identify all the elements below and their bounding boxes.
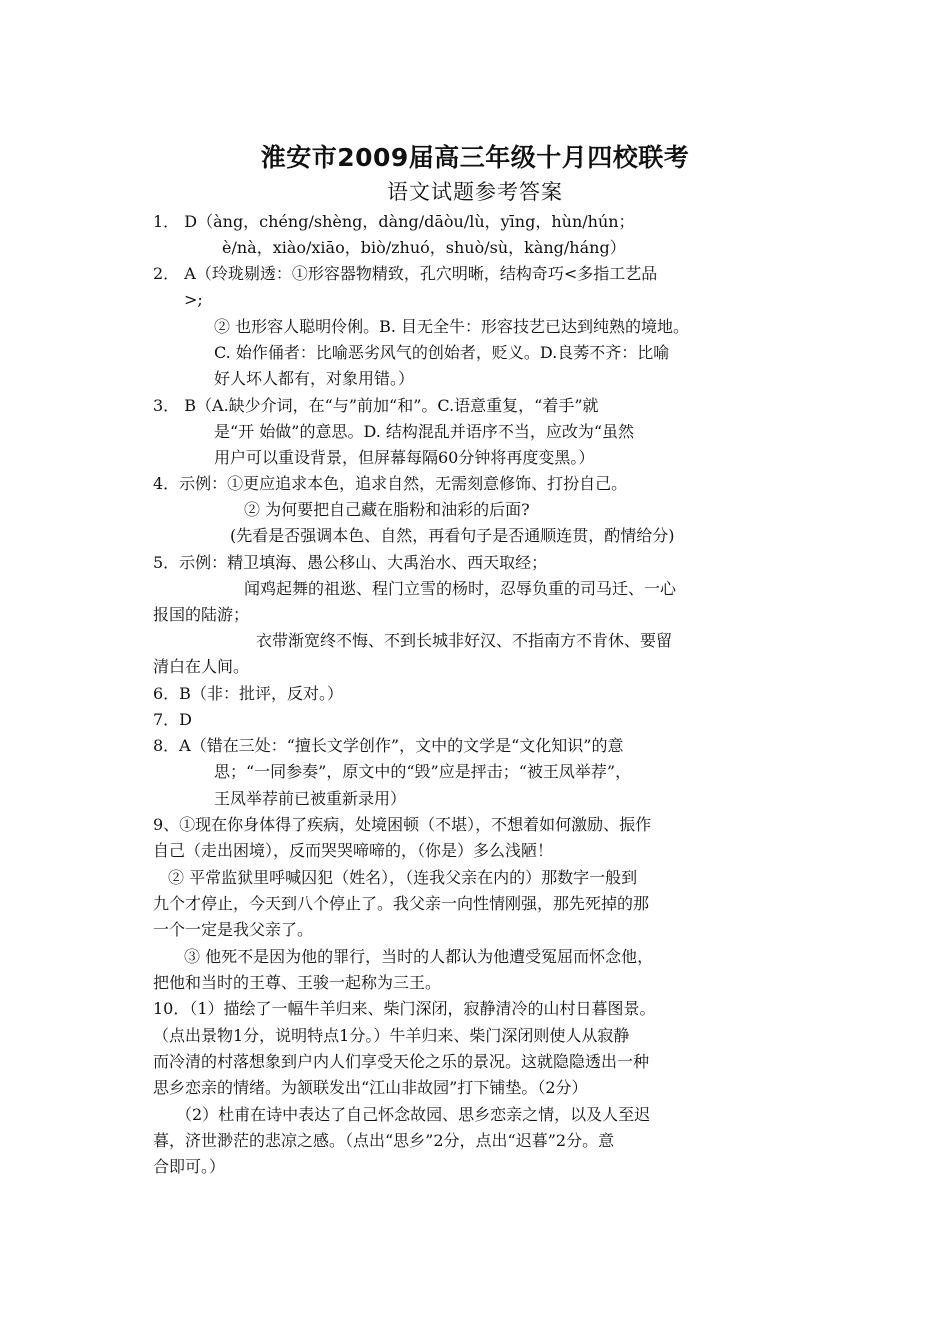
answer-10-line-5: （2）杜甫在诗中表达了自己怀念故园、思乡恋亲之情，以及人至迟 [176, 1105, 651, 1124]
answer-10-line-2: （点出景物1分，说明特点1分。）牛羊归来、柴门深闭则使人从寂静 [153, 1026, 630, 1045]
answer-9-line-1: 9、①现在你身体得了疾病，处境困顿（不堪），不想着如何激励、振作 [153, 815, 652, 834]
answer-2-line-3: ② 也形容人聪明伶俐。B. 目无全牛：形容技艺已达到纯熟的境地。 [214, 317, 690, 336]
answer-10-line-3: 而冷清的村落想象到户内人们享受天伦之乐的景况。这就隐隐透出一种 [153, 1052, 650, 1071]
answer-5-line-4: 衣带渐宽终不悔、不到长城非好汉、不指南方不肯休、要留 [256, 631, 673, 650]
answer-3-line-1: 3． B（A.缺少介词，在“与”前加“和”。C.语意重复，“着手”就 [153, 396, 599, 415]
answer-8-line-2: 思；“一同参奏”，原文中的“毁”应是抨击；“被王凤举荐”， [214, 762, 632, 781]
answer-3-line-3: 用户可以重设背景，但屏幕每隔60分钟将再度变黑。） [214, 448, 595, 467]
answer-10-line-4: 思乡恋亲的情绪。为颔联发出“江山非故园”打下铺垫。（2分） [153, 1078, 588, 1097]
answer-5-line-1: 5．示例：精卫填海、愚公移山、大禹治水、西天取经； [153, 553, 548, 572]
answer-6: 6．B（非：批评，反对。） [153, 684, 343, 703]
answer-10-line-1: 10．（1）描绘了一幅牛羊归来、柴门深闭，寂静清冷的山村日暮图景。 [153, 999, 656, 1018]
answer-9-line-7: 把他和当时的王尊、王骏一起称为三王。 [153, 973, 442, 992]
answer-5-line-5: 清白在人间。 [153, 657, 250, 676]
answer-7: 7．D [153, 710, 193, 729]
answer-2-line-2: >; [184, 290, 203, 309]
answer-9-line-6: ③ 他死不是因为他的罪行，当时的人都认为他遭受冤屈而怀念他， [184, 947, 654, 966]
answer-2-line-4: C. 始作俑者：比喻恶劣风气的创始者，贬义。D.良莠不齐：比喻 [214, 343, 670, 362]
answer-9-line-2: 自己（走出困境），反而哭哭啼啼的，（你是）多么浅陋！ [153, 841, 554, 860]
answer-4-line-3: (先看是否强调本色、自然，再看句子是否通顺连贯，酌情给分) [230, 526, 675, 545]
answer-2-line-1: 2． A（玲珑剔透：①形容器物精致，孔穴明晰，结构奇巧<多指工艺品 [153, 264, 658, 283]
answer-10-line-7: 合即可。） [153, 1157, 226, 1176]
answer-9-line-5: 一个一定是我父亲了。 [153, 920, 314, 939]
answer-4-line-2: ② 为何要把自己藏在脂粉和油彩的后面? [244, 500, 530, 519]
page-subtitle: 语文试题参考答案 [387, 180, 563, 204]
answer-8-line-3: 王凤举荐前已被重新录用） [214, 789, 407, 808]
answer-5-line-2: 闻鸡起舞的祖逖、程门立雪的杨时，忍辱负重的司马迁、一心 [244, 579, 677, 598]
answer-9-line-4: 九个才停止，今天到八个停止了。我父亲一向性情刚强，那先死掉的那 [153, 894, 650, 913]
page-title: 淮安市2009届高三年级十月四校联考 [260, 143, 690, 172]
answer-2-line-5: 好人坏人都有，对象用错。） [214, 369, 415, 388]
answer-3-line-2: 是“开 始做”的意思。D. 结构混乱并语序不当，应改为“虽然 [214, 422, 635, 441]
answer-10-line-6: 暮，济世渺茫的悲凉之感。（点出“思乡”2分，点出“迟暮”2分。意 [153, 1131, 615, 1150]
answer-4-line-1: 4．示例：①更应追求本色，追求自然，无需刻意修饰、打扮自己。 [153, 474, 628, 493]
answer-1-line-2: è/nà，xiào/xiāo，biò/zhuó，shuò/sù，kàng/háng） [222, 238, 626, 257]
answer-8-line-1: 8．A（错在三处：“擅长文学创作”，文中的文学是“文化知识”的意 [153, 736, 624, 755]
answer-5-line-3: 报国的陆游； [153, 605, 250, 624]
answer-9-line-3: ② 平常监狱里呼喊囚犯（姓名），（连我父亲在内的）那数字一般到 [168, 868, 638, 887]
answer-1-line-1: 1． D（àng，chéng/shèng，dàng/dāòu/lù，yīng，hùn/hún； [153, 212, 635, 231]
